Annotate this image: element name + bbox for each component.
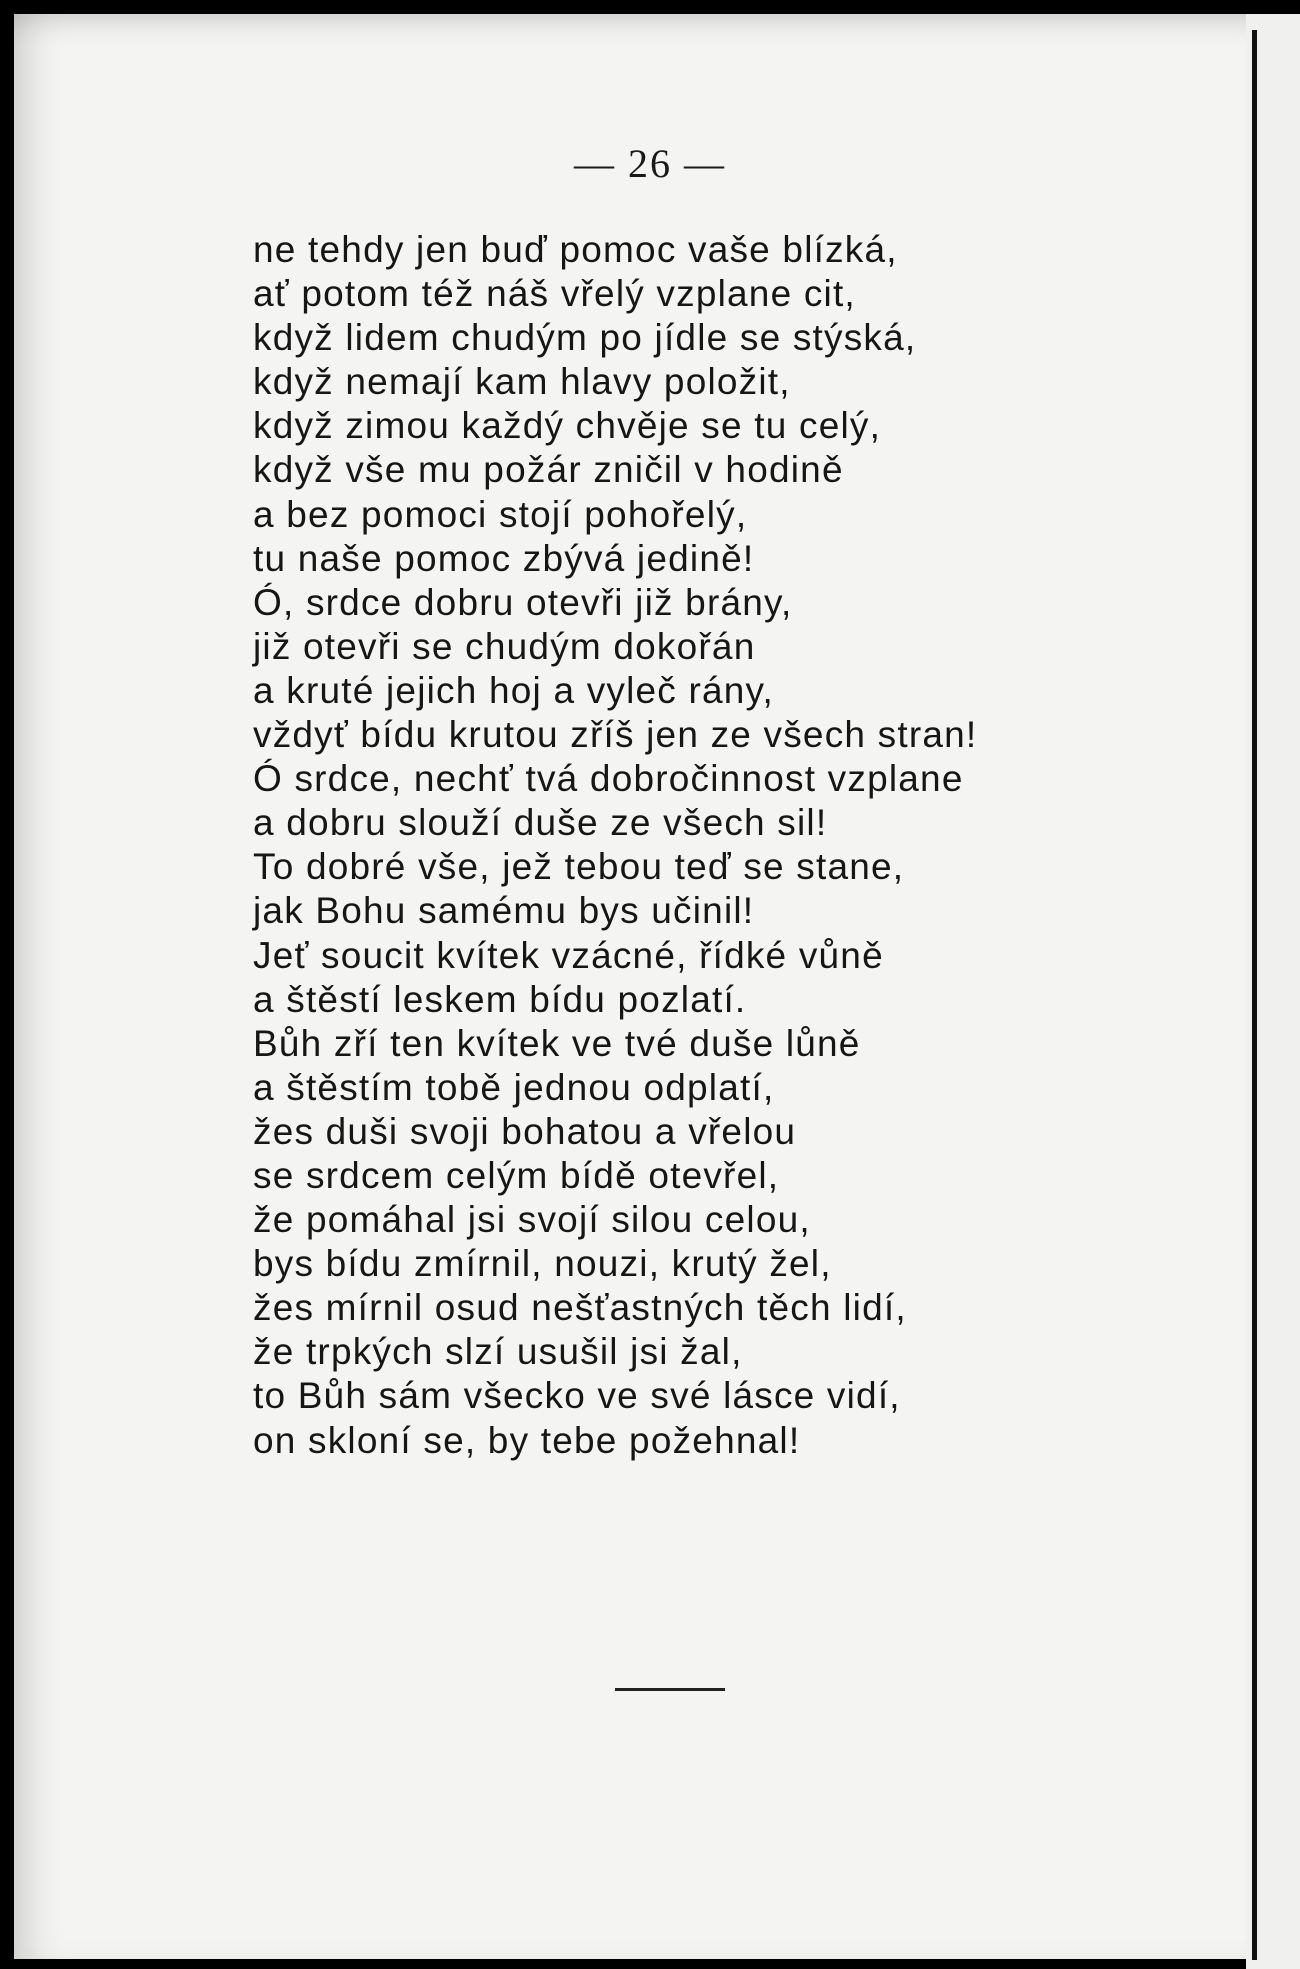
poem-line: tu naše pomoc zbývá jedině! — [253, 537, 755, 579]
poem-line: již otevři se chudým dokořán — [253, 625, 756, 667]
poem-line: když nemají kam hlavy položit, — [253, 361, 791, 403]
poem-line: To dobré vše, jež tebou teď se stane, — [253, 846, 905, 888]
poem-line: ne tehdy jen buď pomoc vaše blízká, — [253, 229, 898, 270]
poem-line: ať potom též náš vřelý vzplane cit, — [253, 273, 856, 315]
poem-line: a dobru slouží duše ze všech sil! — [253, 802, 828, 844]
poem-line: a kruté jejich hoj a vyleč rány, — [253, 669, 774, 711]
poem-line: a štěstím tobě jednou odplatí, — [253, 1066, 775, 1108]
page-edge-line — [1252, 30, 1257, 1960]
poem-line: to Bůh sám všecko ve své lásce vidí, — [253, 1375, 901, 1417]
poem-line: a štěstí leskem bídu pozlatí. — [253, 978, 747, 1020]
poem-line: on skloní se, by tebe požehnal! — [253, 1419, 801, 1461]
poem-line: že pomáhal jsi svojí silou celou, — [253, 1199, 811, 1241]
poem-line: když vše mu požár zničil v hodině — [253, 449, 844, 491]
poem-line: jak Bohu samému bys učinil! — [253, 890, 755, 932]
end-rule-divider — [615, 1688, 725, 1691]
poem-line: žes mírnil osud nešťastných těch lidí, — [253, 1287, 907, 1329]
poem-text — [253, 228, 1133, 1463]
poem-line: bys bídu zmírnil, nouzi, krutý žel, — [253, 1243, 832, 1285]
poem-line: že trpkých slzí usušil jsi žal, — [253, 1331, 743, 1373]
poem-line: Ó, srdce dobru otevři již brány, — [253, 581, 793, 623]
poem-line: se srdcem celým bídě otevřel, — [253, 1154, 780, 1196]
poem-line: Jeť soucit kvítek vzácné, řídké vůně — [253, 934, 884, 976]
page-number: — 26 — — [574, 141, 726, 186]
poem-line: žes duši svoji bohatou a vřelou — [253, 1110, 797, 1152]
poem-line: Ó srdce, nechť tvá dobročinnost vzplane — [253, 758, 964, 800]
poem-line: když lidem chudým po jídle se stýská, — [253, 317, 917, 359]
poem-line: Bůh zří ten kvítek ve tvé duše lůně — [253, 1022, 861, 1064]
poem-line: když zimou každý chvěje se tu celý, — [253, 405, 882, 447]
poem-line: a bez pomoci stojí pohořelý, — [253, 493, 748, 535]
poem-line: vždyť bídu krutou zříš jen ze všech stran! — [253, 714, 978, 756]
